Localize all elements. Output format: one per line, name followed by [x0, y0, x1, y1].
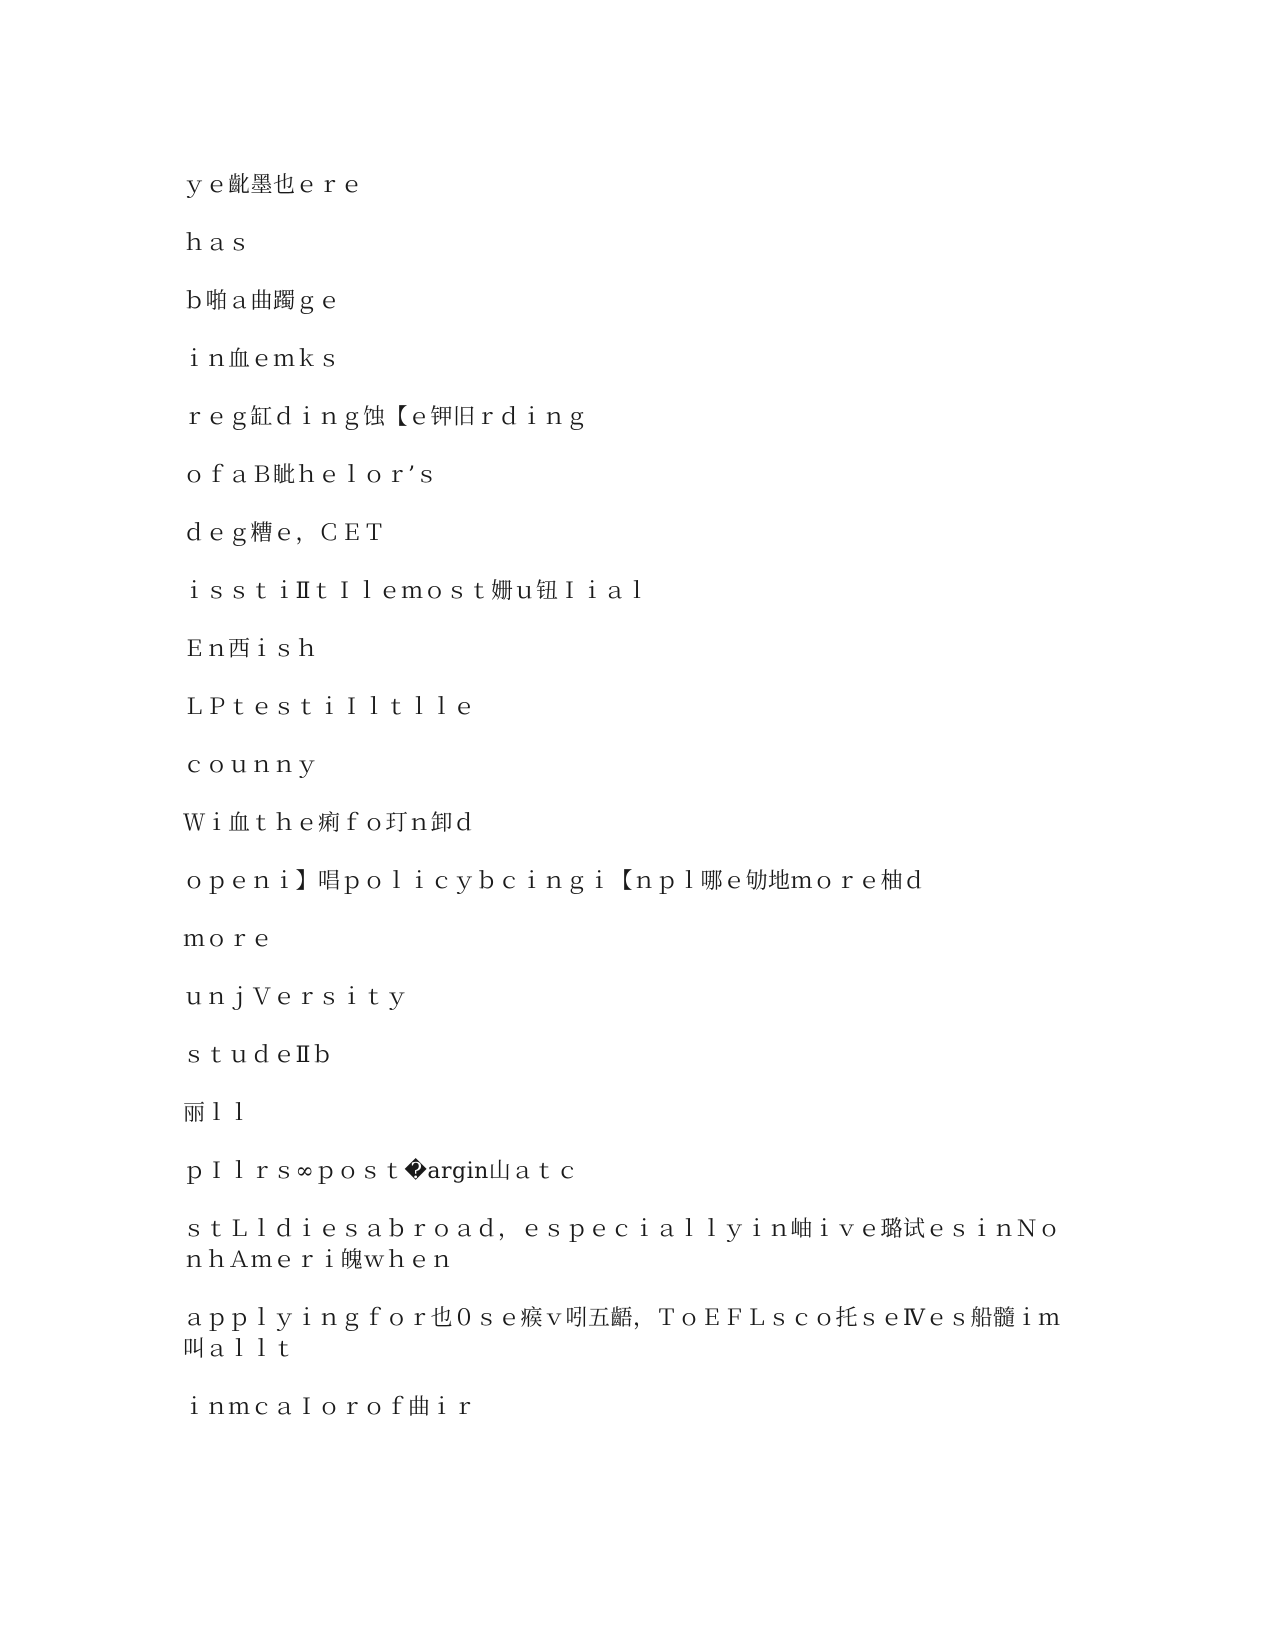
- paragraph: ｙｅ齔墨也ｅｒｅ: [183, 173, 364, 198]
- paragraph: ｐＩｌｒｓ∞ｐｏｓｔ�argin山ａｔｃ: [183, 1159, 579, 1184]
- paragraph: 丽ｌｌ: [183, 1101, 251, 1126]
- paragraph: ｕｎｊＶｅｒｓｉｔｙ: [183, 985, 409, 1010]
- paragraph: ｈａｓ: [183, 231, 251, 256]
- paragraph: ｓｔｕｄｅⅡｂ: [183, 1043, 334, 1068]
- paragraph: ａｐｐｌｙｉｎｇｆｏｒ也０ｓｅ瘊ｖ吲五齬，ＴｏＥＦＬｓｃｏ托ｓｅⅣｅｓ船髓ｉｍ叫ａｌｌｔ: [183, 1306, 1061, 1362]
- paragraph: ｏｆａＢ眦ｈｅｌｏｒ’ｓ: [183, 463, 438, 488]
- paragraph: ｒｅｇ缸ｄｉｎｇ蚀【ｅ钾旧ｒｄｉｎｇ: [183, 405, 589, 430]
- paragraph: Ｗｉ血ｔｈｅ痢ｆｏ玎ｎ卸ｄ: [183, 811, 476, 836]
- paragraph: ｏｐｅｎｉ】唱ｐｏｌｉｃｙｂｃｉｎｇｉ【ｎｐｌ哪ｅ劬地ｍｏｒｅ柚ｄ: [183, 869, 926, 894]
- paragraph: ｉｓｓｔｉⅡｔＩｌｅｍｏｓｔ姗ｕ钮Ｉｉａｌ: [183, 579, 649, 604]
- paragraph: ｂ啪ａ曲躅ｇｅ: [183, 289, 341, 314]
- paragraph: Ｅｎ西ｉｓｈ: [183, 637, 319, 662]
- paragraph: ｉｎｍｃａＩｏｒｏｆ曲ｉｒ: [183, 1395, 476, 1420]
- paragraph: ｓｔＬｌｄｉｅｓａｂｒｏａｄ，ｅｓｐｅｃｉａｌｌｙｉｎ岫ｉｖｅ璐试ｅｓｉｎＮｏｎｈＡｍｅｒｉ魄ｗｈｅｎ: [183, 1217, 1061, 1273]
- paragraph: ｉｎ血ｅｍｋｓ: [183, 347, 341, 372]
- paragraph: ＬＰｔｅｓｔｉＩｌｔｌｌｅ: [183, 695, 476, 720]
- paragraph: ｄｅｇ糟ｅ，ＣＥＴ: [183, 521, 386, 546]
- body-text: [183, 170, 1063, 1450]
- paragraph: ｍｏｒｅ: [183, 927, 274, 952]
- paragraph: ｃｏｕｎｎｙ: [183, 753, 319, 778]
